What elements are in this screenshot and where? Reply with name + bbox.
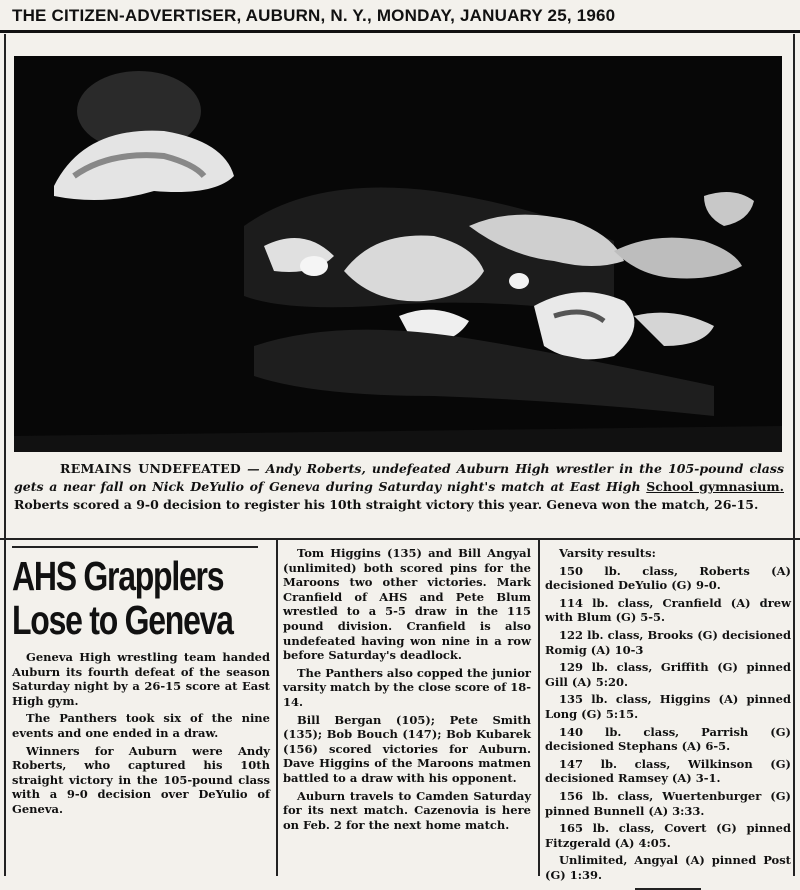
result-line: 135 lb. class, Higgins (A) pinned Long (G) 5:15. bbox=[545, 692, 791, 721]
article-paragraph: The Panthers took six of the nine events and one ended in a draw. bbox=[12, 711, 270, 740]
caption-lead: REMAINS UNDEFEATED bbox=[60, 461, 242, 476]
result-line: 156 lb. class, Wuertenburger (G) pinned Bunnell (A) 3:33. bbox=[545, 788, 791, 818]
wrestling-photo bbox=[14, 56, 782, 452]
result-line: 114 lb. class, Cranfield (A) drew with Blum (G) 5-5. bbox=[545, 595, 791, 625]
result-line: 129 lb. class, Griffith (G) pinned Gill (A) 5:20. bbox=[545, 660, 791, 689]
caption-text: — Andy Roberts, undefeated Auburn High wrestler in the 105-pound class gets a near fall on Nick DeYulio of Geneva during Saturday night's match at East High bbox=[14, 461, 784, 494]
masthead-rule bbox=[0, 30, 800, 33]
article-paragraph: Bill Bergan (105); Pete Smith (135); Bob Bouch (147); Bob Kubarek (156) scored victories for Auburn. Dave Higgins of the Maroons matmen battled to a draw with his opponent. bbox=[283, 712, 531, 785]
result-line: 147 lb. class, Wilkinson (G) decisioned Ramsey (A) 3-1. bbox=[545, 756, 791, 786]
article-paragraph: Auburn travels to Camden Saturday for its next match. Cazenovia is here on Feb. 2 for the next home match. bbox=[283, 788, 531, 832]
result-line: Unlimited, Angyal (A) pinned Post (G) 1:39. bbox=[545, 853, 791, 882]
headline-line-2: Lose to Geneva bbox=[12, 597, 233, 643]
caption-place: School gymnasium. bbox=[646, 479, 784, 494]
result-line: 165 lb. class, Covert (G) pinned Fitzgerald (A) 4:05. bbox=[545, 821, 791, 850]
column-rule-1 bbox=[276, 540, 278, 876]
article-paragraph: Winners for Auburn were Andy Roberts, who captured his 10th straight victory in the 105-pound class with a 9-0 decision over DeYulio of Geneva. bbox=[12, 743, 270, 816]
results-title: Varsity results: bbox=[559, 546, 656, 560]
result-line: 140 lb. class, Parrish (G) decisioned Stephans (A) 6-5. bbox=[545, 724, 791, 754]
article-column-1 bbox=[12, 546, 270, 820]
masthead: THE CITIZEN-ADVERTISER, AUBURN, N. Y., MONDAY, JANUARY 25, 1960 bbox=[12, 6, 616, 25]
section-divider bbox=[0, 538, 800, 540]
result-line: 122 lb. class, Brooks (G) decisioned Romig (A) 10-3 bbox=[545, 627, 791, 657]
article-paragraph: Tom Higgins (135) and Bill Angyal (unlimited) both scored pins for the Maroons two other victories. Mark Cranfield of AHS and Pete Blum wrestled to a 5-5 draw in the 115 pound division. Cranfield is also undefeated having won nine in a row before Saturday's deadlock. bbox=[283, 546, 531, 663]
result-line: 150 lb. class, Roberts (A) decisioned DeYulio (G) 9-0. bbox=[545, 563, 791, 593]
headline-line-1: AHS Grapplers bbox=[12, 553, 224, 599]
article-paragraph: Geneva High wrestling team handed Auburn its fourth defeat of the season Saturday night by a 26-15 score at East High gym. bbox=[12, 650, 270, 708]
article-column-2 bbox=[283, 546, 531, 835]
article-paragraph: The Panthers also copped the junior varsity match by the close score of 18-14. bbox=[283, 665, 531, 709]
article-column-3 bbox=[545, 546, 791, 890]
headline bbox=[12, 546, 258, 642]
caption-text-end: Roberts scored a 9-0 decision to register his 10th straight victory this year. Geneva won the match, 26-15. bbox=[14, 497, 759, 512]
right-column-rule bbox=[793, 34, 795, 876]
photo-caption bbox=[14, 460, 784, 532]
column-rule-2 bbox=[538, 540, 540, 876]
left-column-rule bbox=[4, 34, 6, 876]
